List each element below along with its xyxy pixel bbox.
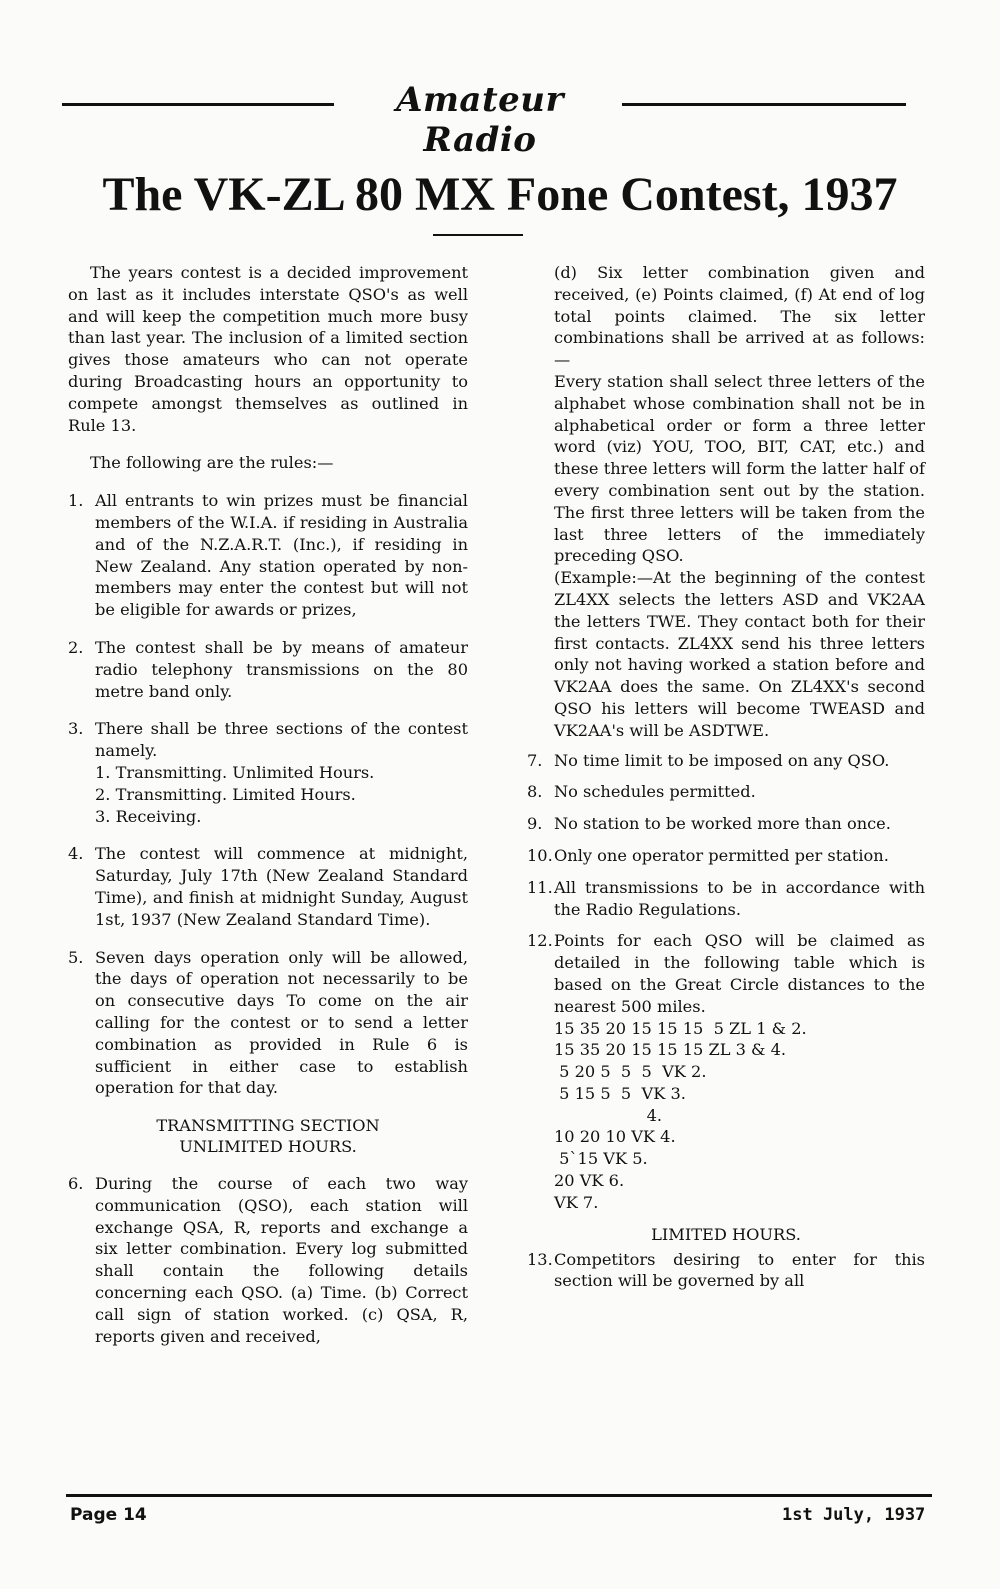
- rule-6-combination-rule: Every station shall select three letters of the alphabet whose combination shall not be in alphabetical order or form a three letter word (viz) YOU, TOO, BIT, CAT, etc.) and these three letters will form the latter half of every combination sent out by the station. The first three letters will be taken from the last three letters of the immediately preceding QSO.: [554, 371, 925, 566]
- section-heading-unlimited: [68, 1115, 468, 1157]
- rule-number: 5.: [68, 947, 84, 967]
- rule-text: All transmissions to be in accordance with the Radio Regulations.: [554, 877, 925, 919]
- rule-text: No schedules permitted.: [554, 782, 756, 802]
- rule-4: [68, 843, 468, 930]
- rule-number: 6.: [68, 1174, 84, 1194]
- points-table-row: 10 20 10 VK 4.: [554, 1127, 676, 1147]
- points-table-row: 5`15 VK 5.: [554, 1149, 648, 1169]
- masthead-rule-left: [62, 103, 334, 106]
- title-underline: [433, 234, 523, 236]
- rule-number: 13.: [527, 1249, 553, 1269]
- section-list-item: 3. Receiving.: [95, 806, 202, 826]
- rule-text: Only one operator permitted per station.: [554, 845, 889, 865]
- rule-number: 10.: [527, 845, 553, 865]
- rule-text: All entrants to win prizes must be financial members of the W.I.A. if residing in Australia and of the N.Z.A.R.T. (Inc.), if residing in New Zealand. Any station operated by non-members may enter the contest but will not be eligible for awards or prizes,: [95, 491, 468, 620]
- rule-6-details: (d) Six letter combination given and received, (e) Points claimed, (f) At end of log total points claimed. The six letter combinations shall be arrived at as follows:—: [554, 263, 925, 370]
- rule-6-continued: [527, 262, 925, 742]
- masthead-rule-right: [622, 103, 906, 106]
- rule-3: [68, 718, 468, 827]
- rule-11: [527, 877, 925, 921]
- rule-13: [527, 1249, 925, 1293]
- rule-text: The contest shall be by means of amateur radio telephony transmissions on the 80 metre band only.: [95, 637, 468, 701]
- rules-lead: The following are the rules:—: [90, 453, 334, 473]
- page-number: Page 14: [70, 1505, 147, 1525]
- rule-6: [68, 1173, 468, 1347]
- rule-number: 4.: [68, 844, 84, 864]
- rule-7: [527, 750, 925, 772]
- masthead-logo: Amateur Radio: [396, 80, 564, 160]
- rule-number: 9.: [527, 814, 543, 834]
- section-list-item: 2. Transmitting. Limited Hours.: [95, 784, 356, 804]
- points-table-row: 4.: [554, 1105, 663, 1125]
- rule-text: No time limit to be imposed on any QSO.: [554, 750, 890, 770]
- rule-text: No station to be worked more than once.: [554, 814, 891, 834]
- rule-number: 11.: [527, 877, 553, 897]
- rule-2: [68, 637, 468, 702]
- points-table-row: 5 20 5 5 5 VK 2.: [554, 1062, 707, 1082]
- points-table-row: 20 VK 6.: [554, 1171, 625, 1191]
- rule-text: During the course of each two way communication (QSO), each station will exchange QSA, R, reports and exchange a six letter combination. Every log submitted shall contain the following details concerning each QSO. (a) Time. (b) Correct call sign of station worked. (c) QSA, R, reports given and received,: [95, 1174, 468, 1346]
- rule-text: Seven days operation only will be allowed, the days of operation not necessarily to be on consecutive days To come on the air calling for the contest or to send a letter combination as provided in Rule 6 is sufficient in either case to establish operation for that day.: [95, 947, 468, 1098]
- points-table-row: 15 35 20 15 15 15 5 ZL 1 & 2.: [554, 1018, 807, 1038]
- rule-10: [527, 845, 925, 867]
- rule-number: 8.: [527, 782, 543, 802]
- right-column: [527, 262, 925, 1308]
- intro-paragraph: The years contest is a decided improvement on last as it includes interstate QSO's as well and will keep the competition much more busy than last year. The inclusion of a limited section gives those amateurs who can not operate during Broadcasting hours an opportunity to compete amongst themselves as outlined in Rule 13.: [68, 263, 468, 435]
- issue-date: 1st July, 1937: [782, 1505, 926, 1525]
- rule-text: Competitors desiring to enter for this section will be governed by all: [554, 1249, 925, 1291]
- points-table-row: 5 15 5 5 VK 3.: [554, 1083, 686, 1103]
- masthead: [62, 78, 906, 160]
- rule-1: [68, 490, 468, 621]
- rule-6-example: (Example:—At the beginning of the contest ZL4XX selects the letters ASD and VK2AA the letters TWE. They contact both for their first contacts. ZL4XX send his three letters only not having worked a station before and VK2AA does the same. On ZL4XX's second QSO his letters will become TWEASD and VK2AA's will be ASDTWE.: [554, 568, 925, 740]
- rule-body: [554, 930, 925, 1213]
- section-heading-line: TRANSMITTING SECTION: [156, 1116, 380, 1136]
- rule-number: 3.: [68, 719, 84, 739]
- section-list-item: 1. Transmitting. Unlimited Hours.: [95, 762, 375, 782]
- rule-5: [68, 947, 468, 1100]
- rule-number: 7.: [527, 750, 543, 770]
- rule-number: 12.: [527, 931, 553, 951]
- rule-number: 2.: [68, 637, 84, 657]
- rule-number: 1.: [68, 491, 84, 511]
- left-column: [68, 262, 468, 1363]
- rule-body: [95, 718, 468, 827]
- rule-text: Points for each QSO will be claimed as detailed in the following table which is based on the Great Circle distances to the nearest 500 miles.: [554, 931, 925, 1016]
- section-heading-line: UNLIMITED HOURS.: [179, 1137, 357, 1157]
- rule-9: [527, 813, 925, 835]
- article-title: The VK-ZL 80 MX Fone Contest, 1937: [102, 168, 898, 221]
- points-table-row: VK 7.: [554, 1192, 599, 1212]
- rule-12: [527, 930, 925, 1213]
- rule-text: There shall be three sections of the contest namely.: [95, 719, 468, 761]
- footer-rule: [66, 1494, 932, 1497]
- section-heading-limited: LIMITED HOURS.: [651, 1224, 801, 1244]
- points-table-row: 15 35 20 15 15 15 ZL 3 & 4.: [554, 1040, 787, 1060]
- rule-8: [527, 781, 925, 803]
- rule-text: The contest will commence at midnight, Saturday, July 17th (New Zealand Standard Time), and finish at midnight Sunday, August 1st, 1937 (New Zealand Standard Time).: [95, 844, 468, 929]
